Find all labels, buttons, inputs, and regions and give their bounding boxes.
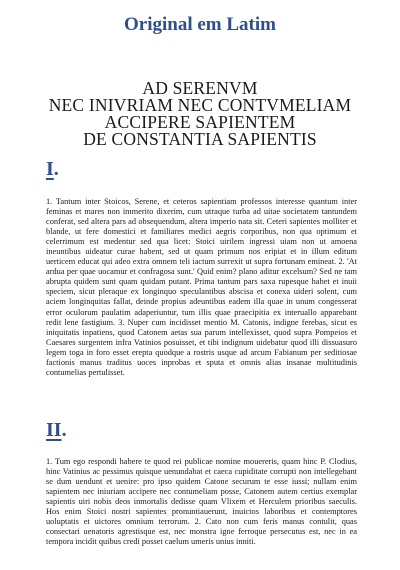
section-numeral: II [46, 419, 62, 441]
work-title-line: AD SERENVM [142, 78, 258, 98]
work-title-line: NEC INIVRIAM NEC CONTVMELIAM [48, 95, 352, 115]
page-header-title: Original em Latim [124, 14, 276, 35]
work-title-line: ACCIPERE SAPIENTEM [104, 112, 296, 132]
section-body-2 [46, 457, 357, 547]
section-paragraph: 1. Tum ego respondi habere te quod rei publicae nomine mouereris, quam hinc P. Clodius, hinc Vatinius ac pessimus quisque uenundabat et caeca cupiditate corrupti non intellegebant se dum uendunt et uenire: pro ipso quidem Catone securum te esse iussi; nullam enim sapientem nec iniuriam accipere nec contumeliam posse, Catonem autem certius exemplar sapientis uiri nobis deos inmortalis dedisse quam Vlixem et Herculem prioribus saeculis. Hos enim Stoici nostri sapientes pronuntiauerunt, inuictos laboribus et contemptores uoluptatis et uictores omnium terrorum. 2. Cato non cum feris manus contulit, quas consectari uenatoris agrestisque est, nec monstra igne ferroque persecutus est, nec in ea tempora incidit quibus credi posset caelum umeris unius inniti. [46, 457, 357, 547]
section-body-1 [46, 197, 357, 378]
section-heading-2 [46, 419, 67, 442]
section-heading-1 [46, 158, 59, 181]
work-title-line: DE CONSTANTIA SAPIENTIS [83, 129, 317, 149]
section-numeral-dot: . [61, 419, 67, 441]
work-title [0, 80, 400, 148]
section-numeral: I [46, 158, 54, 180]
section-paragraph: 1. Tantum inter Stoicos, Serene, et ceteros sapientiam professos interesse quantum inter feminas et mares non immerito dixerim, cum utraque turba ad uitae societatem tantundem conferat, sed altera pars ad obsequendum, altera imperio nata sit. Ceteri sapientes molliter et blande, ut fere domestici et familiares medici aegris corporibus, non qua optimum et celerrimum est medentur sed qua licet: Stoici uirilem ingressi uiam non ut amoena ineuntibus uideatur curae habent, sed ut quam primum nos eripiat et in illum editum uerticem educat qui adeo extra omnem teli iactum surrexit ut supra fortunam emineat. 2. 'At ardua per quae uocamur et confragosa sunt.' Quid enim? plano aditur excelsum? Sed ne tam abrupta quidem sunt quam quidam putant. Prima tantum pars saxa rupesque habet et inuii speciem, sicut pleraque ex longinquo speculantibus abscisa et conexa uideri solent, cum aciem longinquitas fallat, deinde propius adeuntibus eadem illa quae in unum congesserat error oculorum paulatim adaperiuntur, tum illis quae praecipitia ex interuallo apparebant redit lene fastigium. 3. Nuper cum incidisset mentio M. Catonis, indigne ferebas, sicut es iniquitatis inpatiens, quod Catonem aetas sua parum intellexisset, quod supra Pompeios et Caesares surgentem infra Vatinios posuisset, et tibi indignum uidebatur quod illi dissuasuro legem toga in foro esset erepta quodque a rostris usque ad arcum Fabianum per seditiosae factionis manus traditus uoces inprobas et sputa et omnis alias insanae multitudinis contumelias pertulisset. [46, 197, 357, 377]
section-numeral-dot: . [53, 158, 59, 180]
